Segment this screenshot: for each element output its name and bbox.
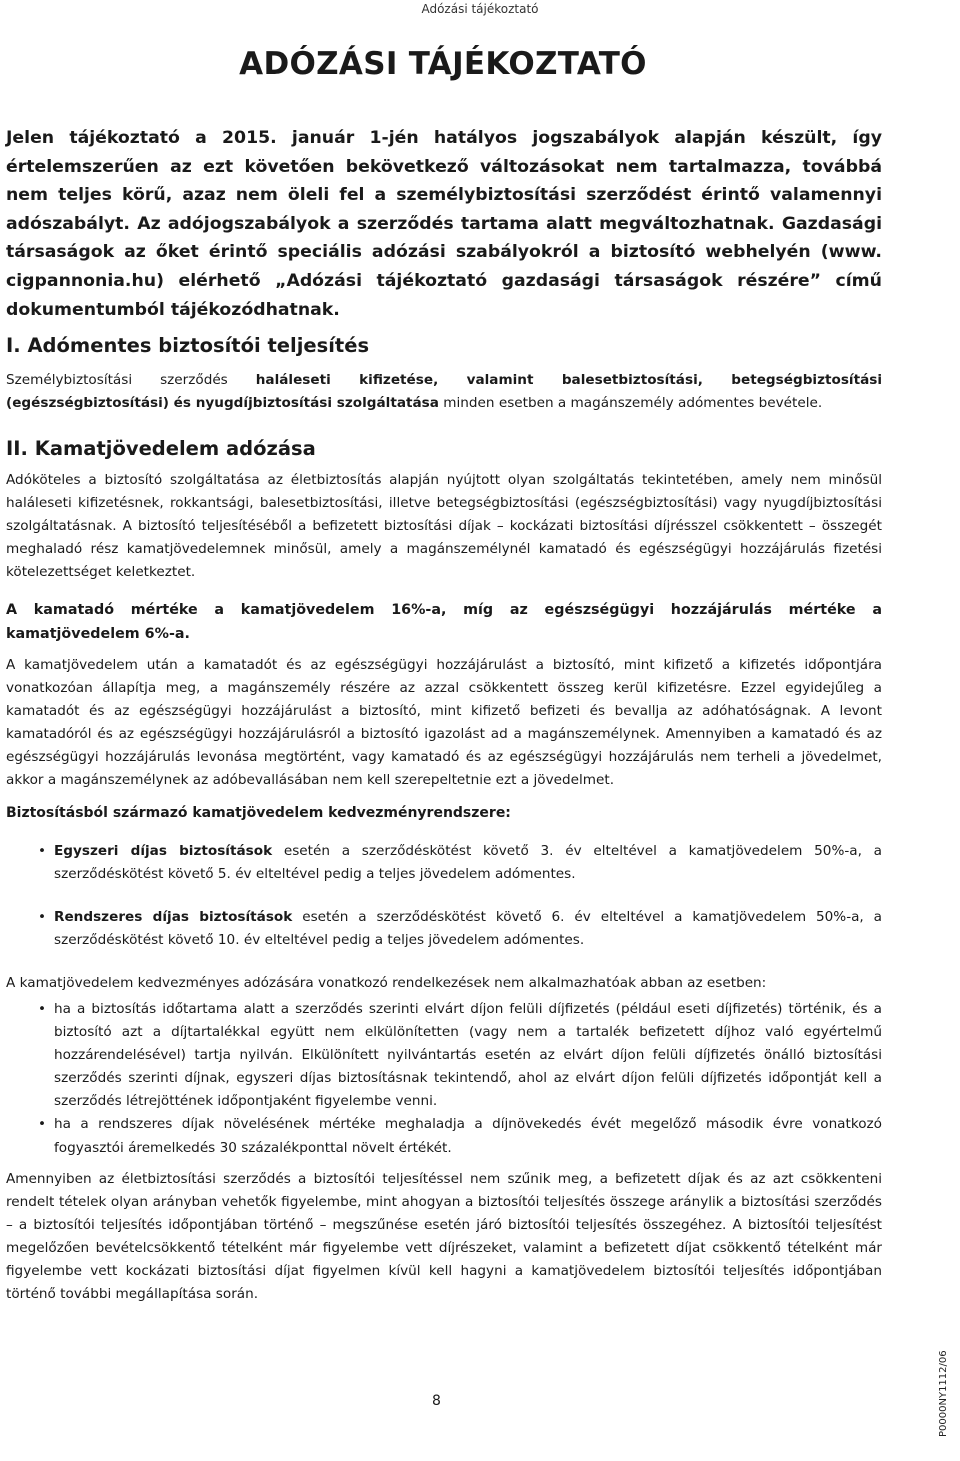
list-item: • ha a rendszeres díjak növelésének mértéke meghaladja a díjnövekedés évét megelőző második évre vonatkozó fogyasztói áremelkedés 30 százalékponttal növelt értékét. [6, 1113, 882, 1159]
section-1-title: I. Adómentes biztosítói teljesítés [6, 334, 370, 357]
section-1-text-a: Személybiztosítási szerződés [6, 372, 256, 388]
not-applicable-list [6, 998, 882, 1160]
document-code: P0000NY1112/06 [938, 1350, 949, 1437]
section-2-paragraph-2: A kamatjövedelem után a kamatadót és az egészségügyi hozzájárulást a biztosító, mint kifizető a kifizetés időpontjára vonatkozóan állapítja meg, a magánszemély részére az azzal csökkentett összeg kerül kifizetésre. Ezzel egyidejűleg a kamatadót és az egészségügyi hozzájárulást a biztosító, mint kifizető befizeti és bevallja az adóhatóságnak. A levont kamatadóról és az egészségügyi hozzájárulásról a biztosító igazolást ad a magánszemélynek. Amennyiben a kamatadó és az egészségügyi hozzájárulás levonása megtörtént, vagy kamatadó és az egészségügyi hozzájárulás nem terheli a jövedelmet, akkor a magánszemélynek az adóbevallásában nem kell szerepeltetnie ezt a jövedelmet. [6, 657, 882, 789]
section-1-paragraph [6, 369, 882, 415]
regular-premium-label: Rendszeres díjas biztosítások [54, 909, 293, 925]
list-item [6, 906, 882, 952]
section-2-paragraph-1: Adóköteles a biztosító szolgáltatása az életbiztosítás alapján nyújtott olyan szolgáltatás tekintetében, amely nem minősül haláleseti kifizetésnek, rokkantsági, balesetbiztosítási, illetve betegségbiztosítási (egészségbiztosítási) vagy nyugdíjbiztosítási szolgáltatásnak. A biztosító teljesítéséből a befizetett biztosítási díjak – kockázati biztosítási díjrésszel csökkentett – összegét meghaladó rész kamatjövedelemnek minősül, amely a magánszemélynél kamatadó és egészségügyi hozzájárulás fizetési kötelezettséget keletkeztet. [6, 472, 882, 581]
page-title: ADÓZÁSI TÁJÉKOZTATÓ [239, 46, 647, 82]
section-1-text-c: minden esetben a magánszemély adómentes bevétele. [438, 395, 823, 412]
list-item [6, 840, 882, 886]
section-1-text-bold: haláleseti kifizetése, valamint balesetbiztosítási, betegségbiztosítási (egészségbiztosítási) és nyugdíjbiztosítási szolgáltatása [6, 372, 883, 412]
section-2-paragraph-3: Amennyiben az életbiztosítási szerződés a biztosítói teljesítéssel nem szűnik meg, a befizetett díjak és az azt csökkenteni rendelt tételek olyan arányban vehetők figyelembe, mint ahogyan a biztosítói teljesítés összege aránylik a biztosítási szerződés – a biztosítói teljesítés időpontjában történő – megszűnése esetén járó biztosítói teljesítés összegéhez. A biztosítói teljesítést megelőzően bevételcsökkentő tételként már figyelembe vett díjrészeket, valamint a befizetett díjat csökkentő tételként már figyelembe vett kockázati biztosítási díjat figyelmen kívül kell hagyni a kamatjövedelem biztosítói teljesítés időpontjában történő további megállapítása során. [6, 1171, 882, 1303]
intro-paragraph: Jelen tájékoztató a 2015. január 1-jén hatályos jogszabályok alapján készült, így értelemszerűen az ezt követően bekövetkező változásokat nem tartalmazza, továbbá nem teljes körű, azaz nem öleli fel a személybiztosítási szerződést érintő valamennyi adószabályt. Az adójogszabályok a szerződés tartama alatt megváltozhatnak. Gazdasági társaságok az őket érintő speciális adózási szabályokról a biztosító webhelyén (www. cigpannonia.hu) elérhető „Adózási tájékoztató gazdasági társaságok részére” című dokumentumból tájékozódhatnak. [6, 128, 882, 320]
benefit-list-1 [6, 840, 882, 886]
single-premium-label: Egyszeri díjas biztosítások [54, 843, 273, 859]
benefit-system-heading: Biztosításból származó kamatjövedelem kedvezményrendszere: [6, 805, 511, 821]
benefit-list-2 [6, 906, 882, 952]
running-head: Adózási tájékoztató [421, 2, 539, 16]
page-number: 8 [432, 1393, 441, 1409]
tax-rate-statement: A kamatadó mértéke a kamatjövedelem 16%-a, míg az egészségügyi hozzájárulás mértéke a kamatjövedelem 6%-a. [6, 602, 882, 642]
section-2-title: II. Kamatjövedelem adózása [6, 437, 316, 460]
not-applicable-intro: A kamatjövedelem kedvezményes adózására vonatkozó rendelkezések nem alkalmazhatóak abban az esetben: [6, 975, 767, 991]
regular-premium-text: esetén a szerződéskötést követő 6. év elteltével a kamatjövedelem 50%-a, a szerződéskötést követő 10. év elteltével pedig a teljes jövedelem adómentes. [54, 909, 882, 949]
single-premium-text: esetén a szerződéskötést követő 3. év elteltével a kamatjövedelem 50%-a, a szerződéskötést követő 5. év elteltével pedig a teljes jövedelem adómentes. [54, 843, 882, 883]
list-item: • ha a biztosítás időtartama alatt a szerződés szerinti elvárt díjon felüli díjfizetés (például eseti díjfizetés) történik, és a biztosító azt a díjtartalékkal együtt nem elkülönítetten (vagy nem a tartalék befizetett díjhoz való egyértelmű hozzárendelésével) tartja nyilván. Elkülönített nyilvántartás esetén az elvárt díjon felüli díjfizetés önálló biztosítási szerződés szerinti díjnak, egyszeri díjas biztosításnak tekintendő, ahol az elvárt díjon felüli díjfizetés időpontját kell a szerződés létrejöttének időpontjaként figyelembe venni. [6, 998, 882, 1113]
